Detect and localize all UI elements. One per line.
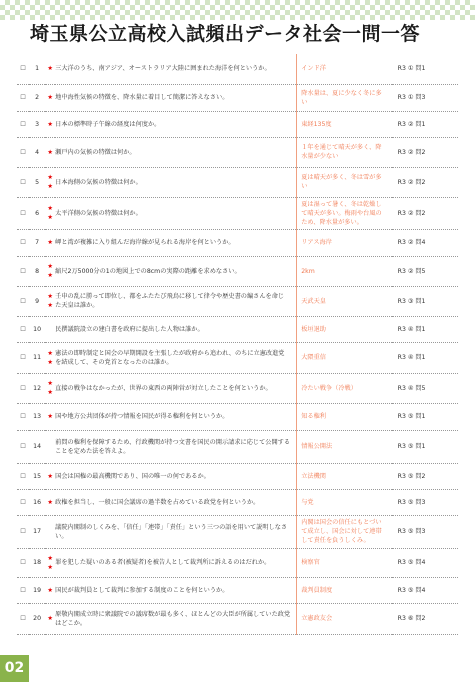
answer-text: 立法機関 — [297, 463, 392, 489]
question-text: 憲法の即時制定と国会の早期開設を主張したが政府から追われ、のちに立憲改進党を結成して、その党首となったのは誰か。 — [55, 342, 297, 373]
qa-row — [17, 463, 458, 489]
question-text: 直接の戦争はなかったが、世界の東西の両陣営が対立したことを何というか。 — [55, 373, 297, 403]
row-number: 20 — [29, 603, 45, 634]
source-reference: R3 ② 問1 — [392, 111, 458, 137]
question-text: 政権を担当し、一般に国会議席の過半数を占めている政党を何というか。 — [55, 489, 297, 515]
star-rating: ★ ★ — [45, 342, 55, 373]
row-number: 18 — [29, 548, 45, 577]
answer-text: リアス海岸 — [297, 229, 392, 256]
row-number: 15 — [29, 463, 45, 489]
star-rating — [45, 316, 55, 342]
row-checkbox[interactable]: ☐ — [17, 430, 29, 463]
row-number: 4 — [29, 137, 45, 167]
source-reference: R3 ② 問2 — [392, 197, 458, 229]
answer-text: 与党 — [297, 489, 392, 515]
row-number: 1 — [29, 54, 45, 84]
row-number: 12 — [29, 373, 45, 403]
source-reference: R3 ② 問2 — [392, 137, 458, 167]
star-rating: ★ ★ — [45, 548, 55, 577]
question-text: 日本の標準時子午線の経度は何度か。 — [55, 111, 297, 137]
star-rating — [45, 430, 55, 463]
answer-text: 知る権利 — [297, 403, 392, 430]
source-reference: R3 ⑤ 問1 — [392, 403, 458, 430]
qa-row — [17, 489, 458, 515]
row-number: 17 — [29, 515, 45, 548]
question-text: 前問の権利を保障するため、行政機関が持つ文書を国民の開示請求に応じて公開することを定めた法を答えよ。 — [55, 430, 297, 463]
qa-row — [17, 548, 458, 577]
star-rating: ★ — [45, 463, 55, 489]
row-number: 2 — [29, 84, 45, 111]
star-rating: ★ — [45, 489, 55, 515]
star-rating: ★ — [45, 54, 55, 84]
star-rating: ★ ★ — [45, 256, 55, 286]
row-checkbox[interactable]: ☐ — [17, 515, 29, 548]
question-text: 議院内閣制のしくみを、「信任」「連帯」「責任」という三つの語を用いて説明しなさい。 — [55, 515, 297, 548]
question-text: 太平洋側の気候の特徴は何か。 — [55, 197, 297, 229]
row-checkbox[interactable]: ☐ — [17, 603, 29, 634]
row-checkbox[interactable]: ☐ — [17, 342, 29, 373]
row-number: 10 — [29, 316, 45, 342]
source-reference: R3 ① 問3 — [392, 84, 458, 111]
source-reference: R3 ② 問2 — [392, 167, 458, 197]
row-checkbox[interactable]: ☐ — [17, 84, 29, 111]
row-checkbox[interactable]: ☐ — [17, 548, 29, 577]
star-rating: ★ — [45, 111, 55, 137]
row-number: 5 — [29, 167, 45, 197]
answer-text: 裁判員制度 — [297, 577, 392, 603]
question-text: 罪を犯した疑いのある者(被疑者)を被告人として裁判所に訴えるのはだれか。 — [55, 548, 297, 577]
qa-table-body — [17, 54, 458, 634]
qa-row — [17, 229, 458, 256]
question-text: 縮尺2万5000分の1の地図上での8cmの実際の距離を求めなさい。 — [55, 256, 297, 286]
source-reference: R3 ④ 問1 — [392, 342, 458, 373]
source-reference: R3 ④ 問1 — [392, 316, 458, 342]
source-reference: R3 ⑥ 問2 — [392, 603, 458, 634]
qa-row — [17, 430, 458, 463]
star-rating: ★ — [45, 137, 55, 167]
source-reference: R3 ② 問5 — [392, 256, 458, 286]
source-reference: R3 ⑤ 問4 — [392, 577, 458, 603]
source-reference: R3 ② 問4 — [392, 229, 458, 256]
row-number: 3 — [29, 111, 45, 137]
qa-row — [17, 515, 458, 548]
row-number: 14 — [29, 430, 45, 463]
row-number: 13 — [29, 403, 45, 430]
qa-table — [17, 54, 458, 635]
checker-pattern-header — [0, 0, 475, 20]
qa-row — [17, 137, 458, 167]
source-reference: R3 ⑤ 問4 — [392, 548, 458, 577]
question-text: 日本海側の気候の特徴は何か。 — [55, 167, 297, 197]
source-reference: R3 ⑤ 問2 — [392, 463, 458, 489]
qa-row — [17, 373, 458, 403]
answer-text: 情報公開法 — [297, 430, 392, 463]
answer-text: 天武天皇 — [297, 286, 392, 316]
question-text: 瀬戸内の気候の特徴は何か。 — [55, 137, 297, 167]
star-rating — [45, 515, 55, 548]
qa-row — [17, 256, 458, 286]
qa-row — [17, 111, 458, 137]
star-rating: ★ ★ — [45, 197, 55, 229]
question-text: 岬と湾が複雑に入り組んだ海岸線が見られる海岸を何というか。 — [55, 229, 297, 256]
star-rating: ★ ★ — [45, 167, 55, 197]
star-rating: ★ ★ — [45, 286, 55, 316]
source-reference: R3 ④ 問5 — [392, 373, 458, 403]
answer-text: 検察官 — [297, 548, 392, 577]
source-reference: R3 ⑤ 問1 — [392, 430, 458, 463]
question-text: 地中海性気候の特徴を、降水量に着目して簡潔に答えなさい。 — [55, 84, 297, 111]
star-rating: ★ — [45, 403, 55, 430]
row-checkbox[interactable]: ☐ — [17, 137, 29, 167]
question-text: 壬申の乱に勝って即位し、都をふたたび飛鳥に移して律令や歴史書の編さんを命じた天皇は誰か。 — [55, 286, 297, 316]
star-rating: ★ — [45, 603, 55, 634]
qa-row — [17, 197, 458, 229]
qa-row — [17, 577, 458, 603]
answer-text: 立憲政友会 — [297, 603, 392, 634]
row-checkbox[interactable]: ☐ — [17, 197, 29, 229]
row-checkbox[interactable]: ☐ — [17, 286, 29, 316]
row-checkbox[interactable]: ☐ — [17, 373, 29, 403]
answer-text: 東経135度 — [297, 111, 392, 137]
row-checkbox[interactable]: ☐ — [17, 54, 29, 84]
question-text: 国民が裁判員として裁判に参加する制度のことを何というか。 — [55, 577, 297, 603]
star-rating: ★ — [45, 229, 55, 256]
question-text: 原敬内閣成立時に衆議院での議席数が最も多く、ほとんどの大臣が所属していた政党はどこか。 — [55, 603, 297, 634]
qa-row — [17, 167, 458, 197]
row-checkbox[interactable]: ☐ — [17, 316, 29, 342]
star-rating: ★ — [45, 577, 55, 603]
row-number: 8 — [29, 256, 45, 286]
row-number: 7 — [29, 229, 45, 256]
answer-text: 内閣は国会の信任にもとづいて成立し、国会に対して連帯して責任を負うしくみ。 — [297, 515, 392, 548]
source-reference: R3 ① 問1 — [392, 54, 458, 84]
qa-row — [17, 603, 458, 634]
qa-row — [17, 342, 458, 373]
question-text: 三大洋のうち、南アジア、オーストラリア大陸に囲まれた海洋を何というか。 — [55, 54, 297, 84]
answer-text: 大隈重信 — [297, 342, 392, 373]
answer-text: １年を通じて晴天が多く、降水量が少ない — [297, 137, 392, 167]
question-text: 国や地方公共団体が持つ情報を国民が得る権利を何というか。 — [55, 403, 297, 430]
row-checkbox[interactable]: ☐ — [17, 403, 29, 430]
row-number: 6 — [29, 197, 45, 229]
qa-row — [17, 84, 458, 111]
row-checkbox[interactable]: ☐ — [17, 577, 29, 603]
question-text: 国会は国権の最高機関であり、国の唯一の何であるか。 — [55, 463, 297, 489]
row-checkbox[interactable]: ☐ — [17, 489, 29, 515]
source-reference: R3 ③ 問1 — [392, 286, 458, 316]
qa-row — [17, 316, 458, 342]
answer-text: 板垣退助 — [297, 316, 392, 342]
answer-text: 冷たい戦争（冷戦） — [297, 373, 392, 403]
row-checkbox[interactable]: ☐ — [17, 167, 29, 197]
source-reference: R3 ⑤ 問3 — [392, 515, 458, 548]
answer-text: 夏は晴天が多く、冬は雪が多い — [297, 167, 392, 197]
row-number: 19 — [29, 577, 45, 603]
answer-text: 降水量は、夏に少なく冬に多い — [297, 84, 392, 111]
star-rating: ★ — [45, 84, 55, 111]
qa-row — [17, 54, 458, 84]
row-checkbox[interactable]: ☐ — [17, 463, 29, 489]
question-text: 民撰議院設立の建白書を政府に提出した人物は誰か。 — [55, 316, 297, 342]
answer-text: インド洋 — [297, 54, 392, 84]
qa-row — [17, 286, 458, 316]
row-number: 16 — [29, 489, 45, 515]
answer-text: 夏は湿って暑く、冬は乾燥して晴天が多い。梅雨や台風のため、降水量が多い。 — [297, 197, 392, 229]
row-number: 9 — [29, 286, 45, 316]
row-checkbox[interactable]: ☐ — [17, 111, 29, 137]
page-number-badge: 02 — [0, 655, 29, 682]
page-title: 埼玉県公立高校入試頻出データ社会一問一答 — [30, 23, 421, 45]
row-number: 11 — [29, 342, 45, 373]
star-rating: ★ ★ — [45, 373, 55, 403]
row-checkbox[interactable]: ☐ — [17, 256, 29, 286]
source-reference: R3 ⑤ 問3 — [392, 489, 458, 515]
qa-row — [17, 403, 458, 430]
answer-text: 2km — [297, 256, 392, 286]
row-checkbox[interactable]: ☐ — [17, 229, 29, 256]
